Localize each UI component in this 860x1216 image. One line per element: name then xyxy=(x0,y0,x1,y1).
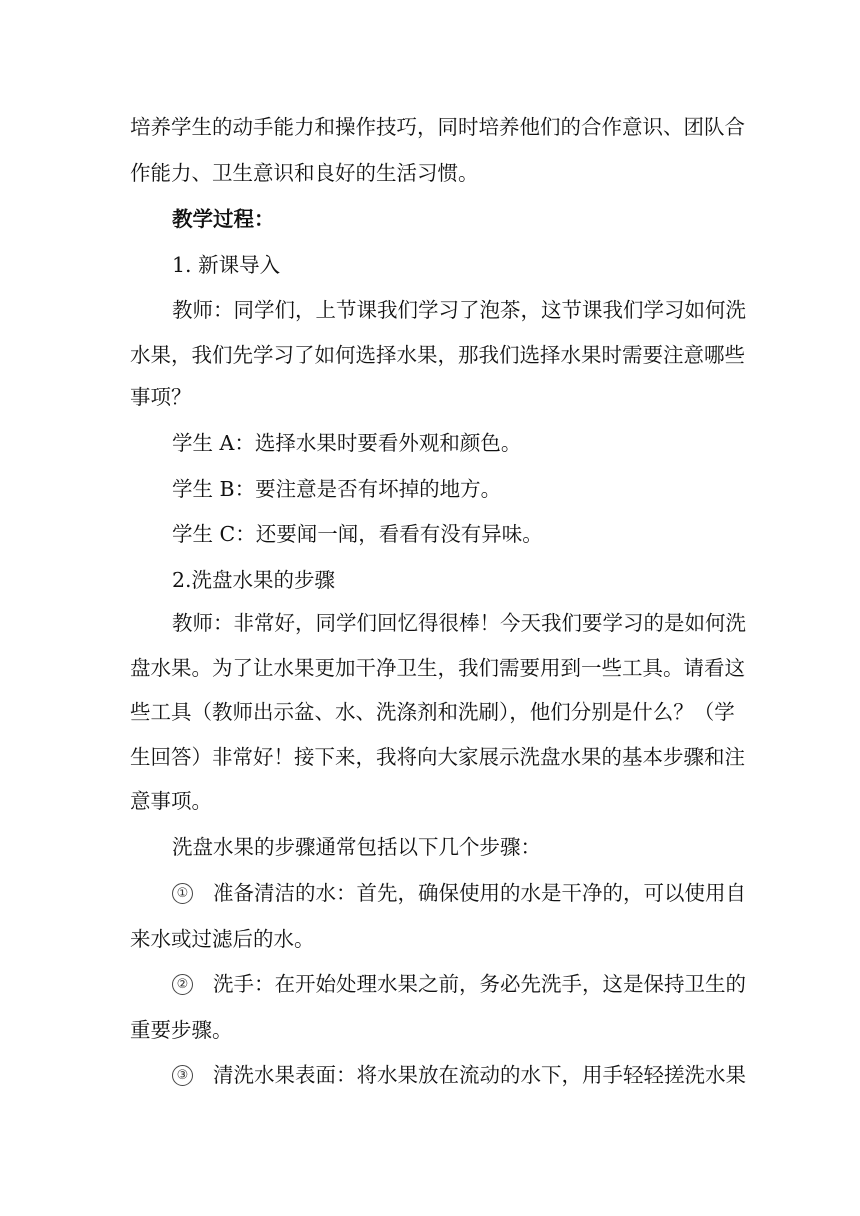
step-item-1 xyxy=(172,879,746,907)
paragraph-line: 生回答）非常好！接下来，我将向大家展示洗盘水果的基本步骤和注 xyxy=(130,745,745,769)
subsection-heading: 1. 新课导入 xyxy=(172,253,281,277)
paragraph-line: 重要步骤。 xyxy=(130,1018,233,1042)
paragraph-line: 教师：非常好，同学们回忆得很棒！今天我们要学习的是如何洗 xyxy=(172,611,746,635)
step-text: 准备清洁的水：首先，确保使用的水是干净的，可以使用自 xyxy=(213,881,746,905)
paragraph-line: 些工具（教师出示盆、水、洗涤剂和洗刷），他们分别是什么？（学 xyxy=(130,700,735,724)
dialogue-line: 学生 A：选择水果时要看外观和颜色。 xyxy=(172,431,522,455)
step-number-marker: ① xyxy=(172,883,193,904)
dialogue-line: 学生 C：还要闻一闻，看看有没有异味。 xyxy=(172,522,543,546)
paragraph-line: 教师：同学们，上节课我们学习了泡茶，这节课我们学习如何洗 xyxy=(172,298,746,322)
paragraph-line: 意事项。 xyxy=(130,789,212,813)
paragraph-line: 培养学生的动手能力和操作技巧，同时培养他们的合作意识、团队合 xyxy=(130,115,745,139)
dialogue-line: 学生 B：要注意是否有坏掉的地方。 xyxy=(172,477,502,501)
paragraph-line: 来水或过滤后的水。 xyxy=(130,927,315,951)
step-number-marker: ③ xyxy=(172,1065,193,1086)
step-text: 洗手：在开始处理水果之前，务必先洗手，这是保持卫生的 xyxy=(213,972,746,996)
paragraph-line: 洗盘水果的步骤通常包括以下几个步骤： xyxy=(172,835,541,859)
paragraph-line: 水果，我们先学习了如何选择水果，那我们选择水果时需要注意哪些 xyxy=(130,343,745,367)
step-number-marker: ② xyxy=(172,974,193,995)
paragraph-line: 作能力、卫生意识和良好的生活习惯。 xyxy=(130,161,479,185)
step-text: 清洗水果表面：将水果放在流动的水下，用手轻轻搓洗水果 xyxy=(213,1063,746,1087)
step-item-3 xyxy=(172,1061,746,1089)
step-item-2 xyxy=(172,970,746,998)
section-heading: 教学过程： xyxy=(172,207,275,231)
subsection-heading: 2.洗盘水果的步骤 xyxy=(172,568,336,592)
paragraph-line: 盘水果。为了让水果更加干净卫生，我们需要用到一些工具。请看这 xyxy=(130,656,745,680)
paragraph-line: 事项？ xyxy=(130,385,192,409)
